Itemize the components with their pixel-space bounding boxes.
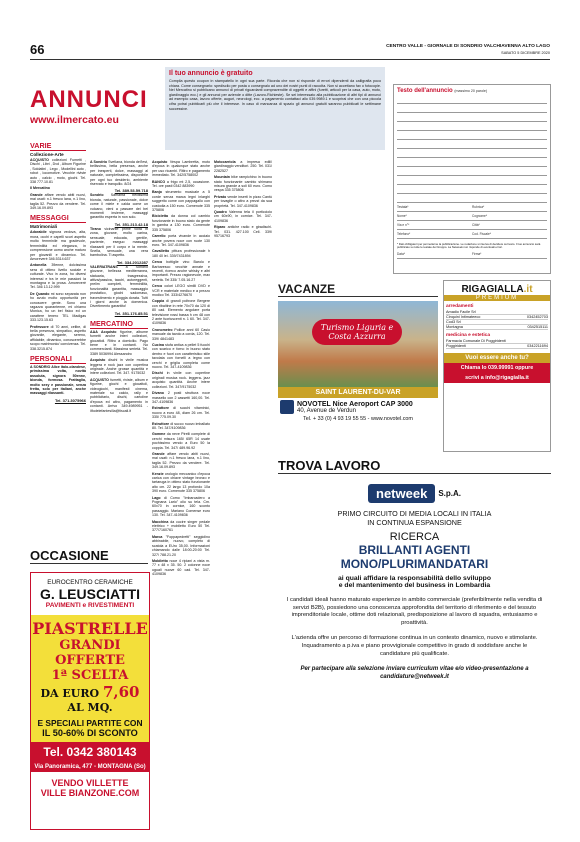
list-item: Cavalletto pittura professionale h 180 40 lei. 339/7431894 (152, 249, 210, 258)
rigagialla-cta3[interactable]: scrivi a info@rigagialla.it (444, 373, 550, 383)
netweek-logo: netweek (368, 484, 435, 503)
ad-phone: Tel. 371.3075966 (54, 397, 86, 403)
list-item: A SONDRIO Alice italo-olandese, primissima volta, novità assoluta, signora 50enne, bionda, formosa. Frattaglia, molto sexy e passionale, senza fretta, solo per italiani, anche massaggi rilassanti. (30, 365, 86, 396)
list-item: Grande affare vendo abiti nuovi, mai usati: n.1 fresco lana, n.1 lino, taglia 52. Prezzo da vendere. Tel. 349.16.09.893 (152, 451, 210, 470)
rigagialla-logo: RIGAGIALLA.it (461, 284, 533, 295)
netweek-ad (278, 480, 551, 834)
list-item: Estrattore di succhi vitaminici, nuovo a euro 48, diam 26 cm. Tel. 335/ 775.09.30 (152, 406, 210, 420)
list-item: Tirano vicinante prime volta in zona, giovane, molto carina, sensuale, educata, gentile, paziente, eseguo massaggi rilassanti per il corpo e la mente. Snella, sensuale, una vera bambolina. Ti aspetto. (90, 226, 148, 258)
table-row: Farmacia Comunale Di Poggiridenti (446, 339, 548, 344)
table-row: Cod3 Srl (446, 320, 548, 325)
subsection-collezione: Collezione-Arte (30, 152, 64, 157)
netweek-intro2: IN CONTINUA ESPANSIONE (367, 518, 462, 527)
field-cognome[interactable]: Cognome* (472, 214, 547, 221)
list-item: Acquisto dischi in vinile musica leggera e rock jazz con copertina originale. Anche grosse quantità e intere collezioni. Tel. 347. 9175032 (90, 358, 148, 376)
leusciatti-tagline: PAVIMENTI e RIVESTIMENTI (45, 602, 135, 609)
novotel-logo-icon (280, 400, 294, 414)
header-rule (30, 59, 550, 60)
list-item: Estruttore di succo nuovo imballato 80. Tel. 347/4109836 (152, 421, 210, 430)
field-nome[interactable]: Nome* (397, 214, 472, 221)
header-date: SABATO 5 DICEMBRE 2020 (501, 51, 550, 55)
page-number: 66 (30, 42, 45, 57)
vacanze-photo (278, 301, 438, 387)
table-row: Cinquini Intimateeco 0342452703 (446, 315, 548, 319)
list-item: De Quando mi sono separata non ho avuto molto opportunità per conoscere gente. Sono una ragazza quarantenne, mi chiamo Monica, ho un bel fisico ed un carattere tenero TEL Madigas 333.123.15.63 (30, 291, 86, 323)
list-item: Marca "Foppapedretti" seggiolino abbinabile, nuovo, completo di scatola a EUro 35,00. Informazioni chiamando dalle 18:00-20:00 Tel. 327/ 788.21.20 (152, 534, 210, 557)
occasione-phone[interactable]: Tel. 0342 380143 (31, 742, 149, 762)
list-item: Cronometro Pollice anni 60 Casio manuale da tavolo a corda, 120. Tel. 339/ 4841483 (152, 327, 210, 341)
field-telefono[interactable]: Telefono* (397, 232, 472, 239)
coupon-lines[interactable] (397, 97, 547, 203)
occasione-price: DA EURO 7,60 AL MQ. (40, 683, 140, 714)
annunci-block (30, 86, 158, 132)
list-item: Carrello porta vivande in acciaio anche povera noce con ruote 130 euro. Tel. 347-4109836 (152, 234, 210, 247)
netweek-desc2: e del mantenimento del business in Lombardia (338, 582, 491, 589)
coupon-line[interactable] (397, 142, 547, 149)
coupon-line[interactable] (397, 160, 547, 167)
annunci-title: ANNUNCI (30, 86, 148, 113)
gratuito-title: Il tuo annuncio è gratuito (169, 70, 253, 77)
column-1 (30, 138, 86, 546)
occasione-address: Via Panoramica, 477 - MONTAGNA (So) (31, 762, 149, 772)
netweek-desc1: ai quali affidare la responsabilità dello sviluppo (338, 575, 491, 582)
vacanze-tel: Tel. + 33 (0) 4 93 19 55 55 - www.novotel.com (303, 416, 413, 422)
coupon-note: * Dati obbligatori per permetterne la pubblicazione. Le redazione si riserva di decidere sul testo. Il tuo annuncio sarà pubblicato su tutte le testate del Gruppo. La Netweek non risponde di eventuali errori. (397, 242, 541, 250)
list-item: Il Mercatino (30, 186, 50, 191)
occasione-footer2[interactable]: VILLE BIANZONE.COM (40, 788, 140, 798)
vacanze-banner: Turismo Liguria e Costa Azzurra (312, 319, 402, 345)
ad-phone: Tel. 351.213.42.18 (114, 221, 148, 227)
section-messaggi: MESSAGGI (30, 213, 86, 223)
list-item: Gomme da neve Pirelli complete di cerchi misura 165/ 65R 14 usate pochissimo vendo a Euro 50 la coppia. Tel. 347/ 489.96.92 (152, 432, 210, 450)
vacanze-title: VACANZE (278, 282, 438, 297)
list-item: Lago di Como "Imbarcadero a Pognana Lario" olio su tela. Cm. 60x70 in cornice, 160 sconto passaggio. Mariano Comense euro 130. Tel. 347-4109836 (152, 495, 210, 518)
gratuito-body: Compila questo coupon in stampatello in ogni sua parte. Ricorda che non si risponde di errori dipendenti da calligrafia poco chiara. Come consegnarlo: spediscilo per posta o consegnalo ad uno dei nostri punti di raccolta. Non si accettano fax o fotocopie. Nel Mercatino si pubblicano annunci di privati riguardanti compravendite di oggetti e affini (furetti, articoli per la casa, auto, moto, giardinaggio ecc.) e gli annunci per aziende o ditte (Lavoro-Richieste). Se sei interessato alla pubblicazione di altri tipi di annunci ad esempio casa, lavoro offerte, auguri, necrologi, ecc. a pagamento contattaci allo 039.9989.1 e scoprirai che con una piccola cifra potrai pubblicarli più che il interesse. In caso di mancanza di spazio gli annunci gratuiti saranno pubblicati le settimane successive. (169, 79, 381, 111)
coupon-line[interactable] (397, 115, 547, 122)
field-data[interactable]: Data* (397, 252, 472, 259)
list-item: ACQUISTO collezioni Fumetti , Dischi , Libri , Dvd , Album Figurine , Soldatini , Lego , Modellini auto , robot , locomotive. Vecchie riviste auto , calcio , moto, giochi. Tel. 338 777.10.81 (30, 158, 86, 185)
coupon-line[interactable] (397, 187, 547, 194)
list-item: Privato vende inserti in pizzo Cantù per tovaglie o altro a prezzi da sua proprietà. Tel. 347-4109836 (214, 194, 272, 208)
column-4 (214, 160, 272, 278)
rigagialla-cta2[interactable]: Chiama lo 039.99991 oppure (444, 363, 550, 373)
coupon-line[interactable] (397, 196, 547, 203)
header-title: CENTRO VALLE - GIORNALE DI SONDRIO VALCHIAVENNA ALTO LAGO (386, 44, 550, 49)
list-item: ACQUISTO fumetti, riviste, album e figurine, giochi e giocattoli, videogiochi, manifesti cinema, materiale su calcio, rally e pubblicitario, dischi, cartoline d'epoca ed altro, pagamento in contanti. Arrivo 349.4989951 - ilfodelefantesilia@tiscali.it (90, 377, 148, 413)
list-item: Quadro Valenna tela il porticciolo cm 60x90, in cornice. Tel. 347-4109836 (214, 210, 272, 223)
list-item: AAA Acquisto figurine, albume fumetti anche interi collezioni, giocattoli. Ritiro a domicilio. Pago bene e in contanti. No commercianti. Massima serietà. Tel. 3389 5036994 Alessandro (90, 329, 148, 356)
occasione-extra1: E SPECIALI PARTITE CON (37, 718, 143, 728)
netweek-intro1: PRIMO CIRCUITO DI MEDIA LOCALI IN ITALIA (337, 509, 492, 518)
annunci-site: www.ilmercato.eu (30, 114, 119, 126)
coupon-line[interactable] (397, 133, 547, 140)
list-item: Grande affare vendo abiti nuovi, mai usati: n.1 fresco lana, n.1 lino, taglia 52. Prezzo da vendere. Tel. 349.16.09.893 (30, 192, 86, 211)
netweek-ricerca: RICERCA (389, 531, 440, 543)
netweek-para2: L'azienda offre un percorso di formazione continua in un contesto dinamico, nuovo e stimolante. Inquadramento a p.iva e piano provvigionale competitivo in grado di soddisfare anche le candidature più qualificate. (291, 635, 538, 657)
list-item: Dischi in vinile con copertine originali musica rock- leggera- jazz acquisto quantità. Anche intere collezioni. Tel. 347/9175032 (152, 371, 210, 389)
list-item: VALERIATRANS a Sondrio giovane, bellezza mediterranea, statuaria, trasgressiva, attiva/passiva, tacchi, autoreggenti, prelim completi, femminilità, funzionalità garantita, massaggio prostatico, giochi sadomaso, travestimento e pioggia dorata. Tutti i giorni anche la domenica. Divertimento garantito! (90, 264, 148, 309)
list-item: Professore di 70 anni, celibe, di bella presenza, simpatico, aspetto giovanile, elegante, sereno, affidabile, dinamico, conoscerebbe scopo matrimonio/ convivenza. Tel. 338.3215.874 (30, 324, 86, 351)
field-rubrica[interactable]: Rubrica* (472, 205, 547, 212)
ad-phone: Tel. 389.53.59.718 (114, 188, 148, 194)
list-item: Antonella 39enne, dolcissima sera di ottimo livello sociale e culturale. Vivo in zona, ho diversi interessi e tra le mie passioni la montagna e la prosa. Amoreverè Tel. 346 13.12.999 (30, 263, 86, 290)
leusciatti-brand: G. LEUSCIATTI (39, 586, 141, 602)
coupon-line[interactable] (397, 178, 547, 185)
occasione-title: OCCASIONE (30, 548, 148, 564)
list-item: Acquisto Vespa Lambretta, moto d'epoca in qualunque stato anche per uso ricambi. Ritiro e pagamento immediato. Tel. 342/5758002 (152, 160, 210, 178)
list-item: A Sondrio Svetlana, bionda dell'est, bellissima, bella presenza, anche per inesperti, dolce, massaggi al naturale, completissima, disponibile per ogni tuo desiderio, ambiente riservato e tranquillo. 8/24 (90, 160, 148, 187)
ad-phone: Tel. 334.2012287 (116, 259, 148, 265)
netweek-para3: Per partecipare alla selezione inviare curriculum vitae e/o video-presentazione a candidature@netweek.it (300, 666, 529, 680)
vacanze-section (278, 282, 438, 452)
list-item: Kenzie orologio meccanico d'epoca carica con chiave vintage bronzo e tartaruga in ottimo stato funzionante alto cm. 22 largo 13 profondo 10a 390 euro. Cornenote 335 375806 (152, 471, 210, 494)
occasione-headline2: GRANDI OFFERTE (55, 638, 125, 668)
occasione-headline1: PIASTRELLE (32, 619, 148, 638)
field-via[interactable]: Via e n°* (397, 223, 472, 230)
rigagialla-cta1: Vuoi essere anche tu? (444, 353, 550, 363)
vacanze-location: SAINT LAURENT-DU-VAR (278, 387, 438, 398)
list-item: Mountain bike rampichino in buono stato funzionante cambio shimano misura grande a soli 60 euro. Como vespa 335 375806 (214, 175, 272, 193)
field-codfiscale[interactable]: Cod. Fiscale* (472, 232, 547, 239)
leusciatti-header: EUROCENTRO CERAMICHE (47, 579, 133, 586)
leusciatti-ad (30, 572, 150, 830)
vacanze-hotel: NOVOTEL Nice Aeroport CAP 3000 (297, 400, 413, 408)
gratuito-box (165, 67, 385, 150)
list-item: Sondrio Samanta bellissima bionda, naturale, passionale, dolce come il miele e calda come un vulcano, vieni a passare dei bei momenti insieme, massaggi garantito esperta in non solo. (90, 193, 148, 220)
trova-lavoro-title: TROVA LAVORO (278, 458, 551, 474)
list-item: Coppia di grandi poltrone Bergere con ribaltine in rete 70x70 da 120 di 80 cad. Elemento angolare porta televisione rossi bassa h cm 48 con 2 ante fuoriuscenti n. 1 60. Tel. 347-4109836 (152, 299, 210, 326)
vacanze-address: 40, Avenue de Verdun (297, 407, 356, 414)
list-item: Cerco colori LEGO similii DVD e VCR e materiale medico e a prezzo modico Tel. 333/4276670 (152, 284, 210, 297)
coupon-title: Testo dell'annuncio (397, 88, 453, 94)
page-header (30, 42, 550, 62)
premium-label: PREMIUM (444, 295, 550, 301)
table-row: Amadio Facile Srl (446, 310, 548, 315)
column-2 (90, 160, 148, 568)
section-arredamenti: arredamenti (446, 304, 474, 309)
list-item: Divano 2 posti struttura noce massello con 2 cassetti 160,00. Tel. 347-4109836 (152, 391, 210, 404)
coupon-line[interactable] (397, 106, 547, 113)
field-citta[interactable]: Città* (472, 223, 547, 230)
occasione-extra2: IL 50-60% DI SCONTO (42, 728, 138, 738)
occasione-footer1: VENDO VILLETTE (51, 778, 129, 788)
netweek-role2: MONO/PLURIMANDATARI (340, 557, 489, 571)
rigagialla-box (443, 280, 551, 452)
list-item: Riparo antiche radio e giradischi. Tel. 031. 427.100 Cell. 339/ 95716793 (214, 225, 272, 239)
field-firma[interactable]: Firma* (472, 252, 547, 259)
list-item: Cucina stufa antica a pellet 5 fuochi con scarico e forno in buono stato dentro e fuori con caratteristico stile tavolata con fornelli a legno con cerchi e griglia completa come nuovo. Tel. 347-4109836 (152, 343, 210, 370)
coupon-line[interactable] (397, 169, 547, 176)
section-mercatino: MERCATINO (90, 319, 148, 329)
coupon-line[interactable] (397, 124, 547, 131)
list-item: Mobiletto noce 4 ripiani a vista m. 77 x 48 x 35. 50. 2 colonne noce uguali nuove 60 cad. Tel. 347- 4109836 (152, 558, 210, 577)
table-row: Poggiridenti 0342211694 (446, 344, 548, 348)
list-item: Banjo strumento musicale a 5 corde senza marca legni inlarghi suggerito come con pappagallo con custodia a 150 euro. Cornenote 335 375806 (152, 190, 210, 213)
section-personali: PERSONALI (30, 354, 86, 364)
section-varie: VARIE (30, 141, 86, 151)
coupon-hint: (massimo 20 parole) (454, 89, 488, 93)
netweek-suffix: S.p.A. (438, 489, 461, 498)
coupon-line[interactable] (397, 151, 547, 158)
list-item: Macchina da cucire singer pedale elettrico + mobiletto Euro 50 Tel. 377/7160761 (152, 519, 210, 533)
netweek-para1: I candidati ideali hanno maturato esperienze in ambito commerciale (preferibilmente nella vendita di servizi B2B), possiedono una conoscenza approfondita del territorio di riferimento e del tessuto imprenditoriale locale, ottime doti relazionali, predisposizione al lavoro di squadra, entusiasmo e proattività. (286, 597, 543, 626)
coupon-form (393, 84, 551, 274)
list-item: Cerco bottiglie vino Barolo e Barbaresco vecchie annate e recenti, ricerco anche whisky e altri importanti. Prezzo ragionevole, max serietà. Tel 335/ 7.05.16.27 (152, 260, 210, 282)
netweek-role1: BRILLANTI AGENTI (358, 543, 471, 557)
field-testata[interactable]: Testata* (397, 205, 472, 212)
ad-phone: Tel. 351.176.85.51 (114, 310, 148, 316)
list-item: Motocarriola a impresa edili/ giardinaggio venditori. 250. Tel. 031/ 2282527 (214, 160, 272, 173)
column-3 (152, 160, 210, 832)
list-item: BANCO a frigo mt 2,5, occasione. Tel. ore pasti 0342 883990 (152, 179, 210, 189)
list-item: Bicicletta da donna col cambio funzionante in buono stato da gente in gamba a 130 euro. Cornenote 335 375806 (152, 214, 210, 232)
occasione-headline3: 1ª SCELTA (51, 668, 129, 683)
table-row: Montagna 0342515111 (446, 325, 548, 329)
coupon-line[interactable] (397, 97, 547, 104)
subsection-matrimoniali: Matrimoniali (30, 224, 58, 230)
section-medicina: medicina e estetica (446, 333, 490, 338)
list-item: Adorabile signora vedova, alta, mora, occhi e capelli scuri aspetto molto femminile ma gradevole, femminilità ed eleganza, in comprensione uomo anche maturo per giovanili e dinamico. Tel. Amoreverè 346.5314.637 (30, 230, 86, 261)
